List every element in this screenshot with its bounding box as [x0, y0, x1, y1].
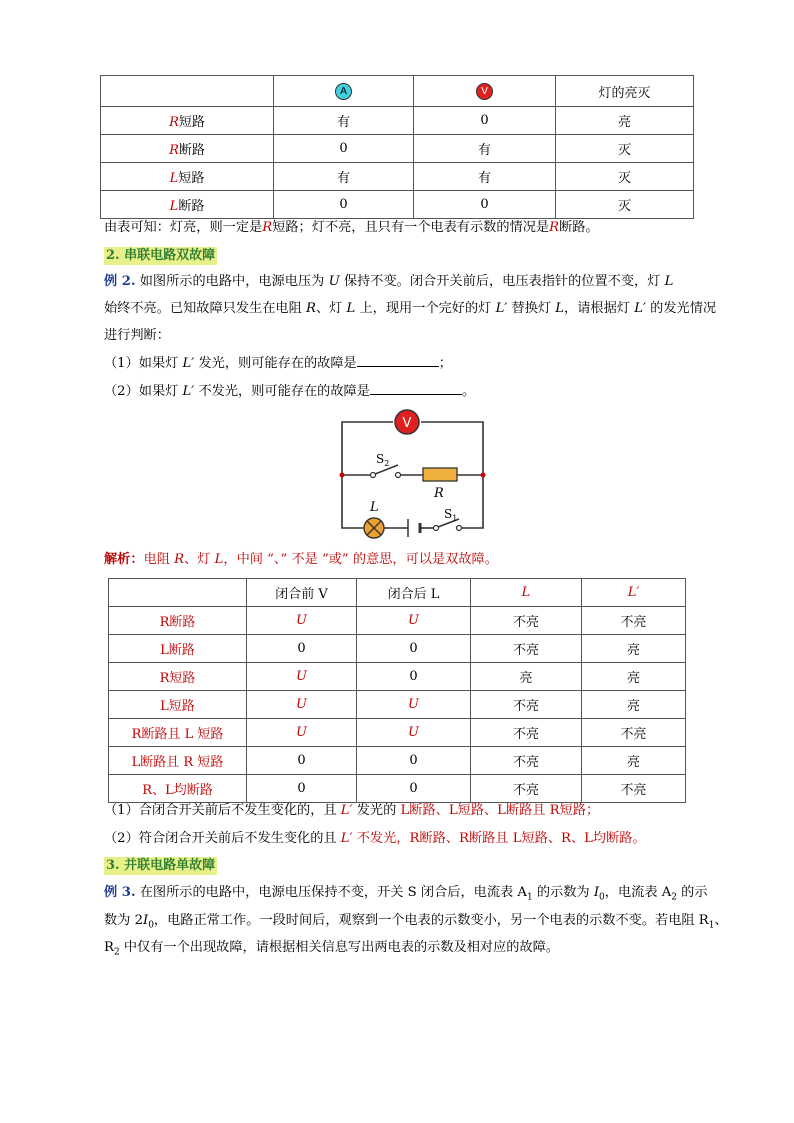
section-heading-2: 2. 串联电路双故障	[106, 248, 216, 263]
circuit-diagram	[320, 402, 510, 542]
example2-line1: 例 2. 如图所示的电路中，电源电压为 U 保持不变。闭合开关前后，电压表指针的位置不变，灯 L	[104, 274, 674, 289]
table-row: L短路 U U 不亮 亮	[109, 691, 686, 719]
svg-text:R: R	[434, 486, 444, 501]
example3-line3: $R_2$ 中仅有一个出现故障，请根据相关信息写出两电表的示数及相对应的故障。	[104, 940, 560, 958]
table-row: L断路且 R 短路 0 0 不亮 亮	[109, 747, 686, 775]
switch-s2-pivot	[371, 473, 376, 478]
table-header-cell	[274, 76, 414, 107]
answer-1: （1）合闭合开关前后不发生变化的，且 L′ 发光的 L断路、L短路、L断路且 R短路；	[104, 803, 600, 818]
svg-text:L: L	[370, 500, 379, 515]
ammeter-icon: A	[335, 83, 352, 100]
switch-s1-contact	[457, 526, 462, 531]
voltmeter-icon: V	[476, 83, 493, 100]
table-row: R短路 U 0 亮 亮	[109, 663, 686, 691]
answer-blank[interactable]	[370, 380, 462, 395]
fault-table	[108, 578, 686, 803]
table-row: L断路 0 0 不亮 亮	[109, 635, 686, 663]
meter-table	[100, 75, 694, 219]
svg-text:S1: $S_1$	[444, 507, 458, 523]
table-row: R短路 有 0 亮	[101, 107, 694, 135]
junction-node	[340, 473, 345, 478]
table-row: L短路 有 有 灭	[101, 163, 694, 191]
table-row: R断路 0 有 灭	[101, 135, 694, 163]
table-header-cell: 灯的亮灭	[556, 76, 694, 107]
example2-line2: 始终不亮。已知故障只发生在电阻 R、灯 L 上，现用一个完好的灯 L′ 替换灯 L，请根据灯 L′ 的发光情况	[104, 301, 717, 316]
question-2: （2）如果灯 L′ 不发光，则可能存在的故障是 。	[104, 380, 475, 404]
question-1: （1）如果灯 L′ 发光，则可能存在的故障是 ；	[104, 352, 452, 376]
table-row: R断路且 L 短路 U U 不亮 不亮	[109, 719, 686, 747]
switch-s2-contact	[396, 473, 401, 478]
analysis-text: 解析：电阻 R、灯 L，中间 “、” 不是 “或” 的意思，可以是双故障。	[104, 552, 498, 567]
table-row: L断路 0 0 灭	[101, 191, 694, 219]
junction-node	[481, 473, 486, 478]
conclusion-text: 由表可知：灯亮，则一定是R短路；灯不亮，且只有一个电表有示数的情况是R断路。	[104, 220, 599, 235]
section-heading-3: 3. 并联电路单故障	[106, 858, 216, 873]
example3-line1: 例 3. 在图所示的电路中，电源电压保持不变，开关 S 闭合后，电流表 $A_1$ 的示数为 $I_0$，电流表 $A_2$ 的示	[104, 885, 708, 903]
switch-s1-pivot	[434, 526, 439, 531]
answer-blank[interactable]	[357, 352, 439, 367]
table-header-cell	[414, 76, 556, 107]
example3-line2: 数为 $2I_0$，电路正常工作。一段时间后，观察到一个电表的示数变小，另一个电表的示数不变。若电阻 $R_1$、	[104, 913, 728, 931]
example2-line3: 进行判断：	[104, 328, 170, 343]
table-row: R、L均断路 0 0 不亮 不亮	[109, 775, 686, 803]
table-row: R断路 U U 不亮 不亮	[109, 607, 686, 635]
answer-2: （2）符合闭合开关前后不发生变化的且 L′ 不发光，R断路、R断路且 L短路、R、L均断路。	[104, 831, 646, 846]
svg-text:S2: $S_2$	[376, 452, 390, 468]
table-header-row: 闭合前 V 闭合后 L L L′	[109, 579, 686, 607]
table-header-cell	[101, 76, 274, 107]
svg-text:V: V	[402, 416, 412, 431]
resistor-icon	[423, 468, 457, 481]
